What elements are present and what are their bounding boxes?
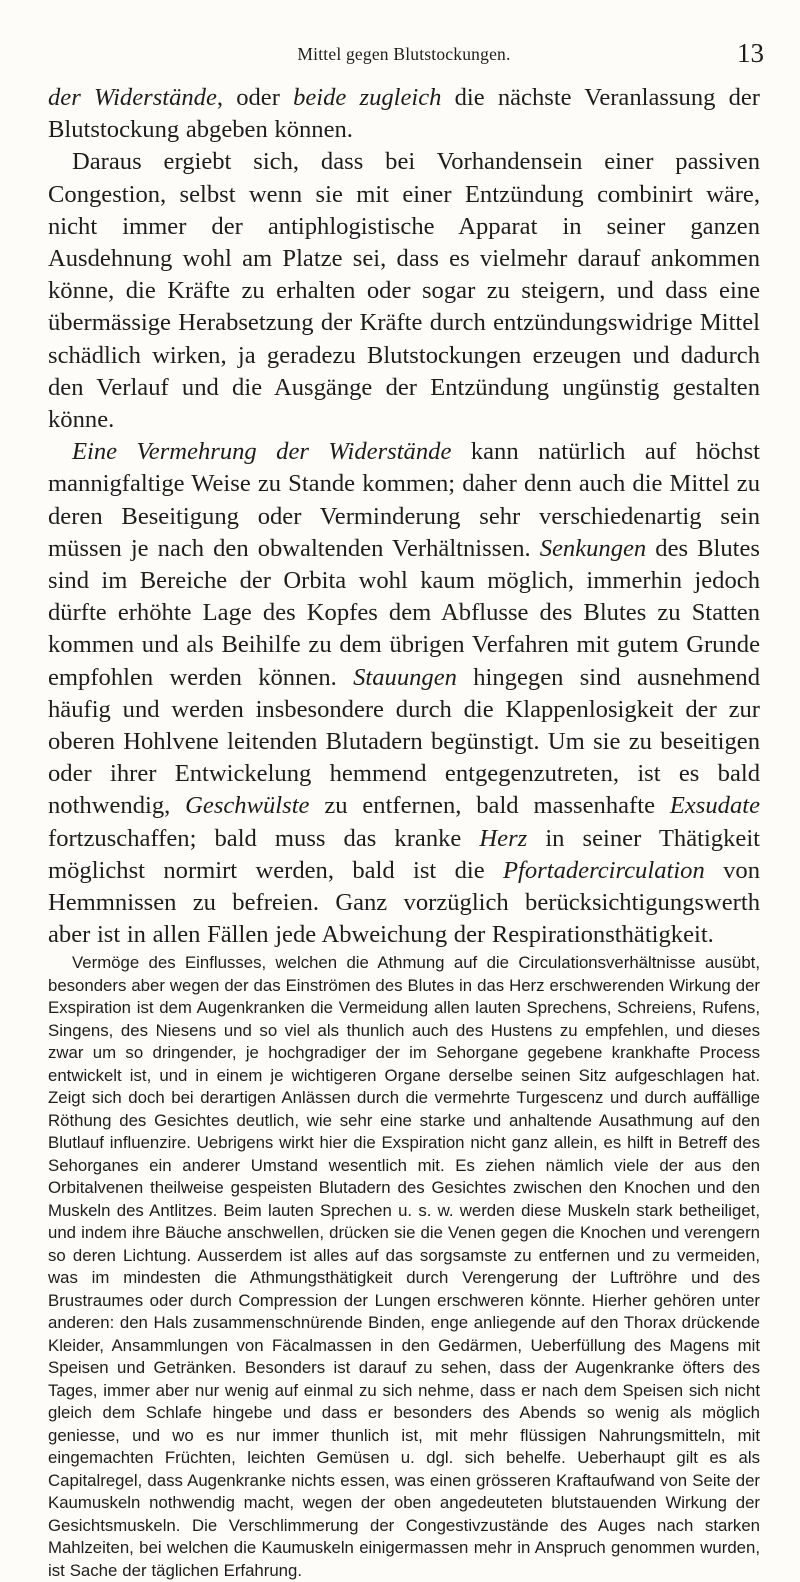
italic-text: beide zugleich: [293, 84, 442, 111]
paragraph: [48, 146, 760, 436]
italic-text: Senkungen: [539, 534, 647, 562]
text-run: des Blutes sind im Bereiche der Orbita wohl kaum möglich, immerhin jedoch dürfte erhöhte Lage des Kopfes dem Abflusse des Blutes zu Statten kommen und als Beihilfe zu dem übrigen Verfahren mit gutem Grunde empfohlen werden können.: [48, 534, 760, 691]
page-header: [48, 38, 764, 70]
small-print-paragraph: Vermöge des Einflusses, welchen die Athmung auf die Circulationsverhältnisse ausübt, besonders aber wegen der das Einströmen des Blutes in das Herz erschwerenden Wirkung der Exspiration ist dem Augenkranken die Vermeidung allen lauten Sprechens, Schreiens, Rufens, Singens, des Niesens und so viel als thunlich auch des Hustens zu empfehlen, und dieses zwar um so dringender, je hochgradiger der im Sehorgane gegebene krankhafte Process entwickelt ist, und in einem je wichtigeren Organe derselbe seinen Sitz aufgeschlagen hat. Zeigt sich doch bei derartigen Anlässen durch die vermehrte Turgescenz und durch auffällige Röthung des Gesichtes deutlich, wie sehr eine starke und anhaltende Ausathmung auf den Blutlauf influenzire. Uebrigens wirkt hier die Exspiration nicht ganz allein, es hilft in Betreff des Sehorganes ein anderer Umstand wesentlich mit. Es ziehen nämlich viele der aus den Orbitalvenen theilweise gespeisten Blutadern des Gesichtes zwischen den Knochen und den Muskeln des Antlitzes. Beim lauten Sprechen u. s. w. werden diese Muskeln stark betheiliget, und indem ihre Bäuche anschwellen, drücken sie die Venen gegen die Knochen und verengern so deren Lichtung. Ausserdem ist alles auf das sorgsamste zu entfernen und zu vermeiden, was im mindesten die Athmungsthätigkeit durch Verengerung der Luftröhre und des Brustraumes oder durch Compression der Lungen erschweren könnte. Hierher gehören unter anderen: den Hals zusammenschnürende Binden, enge anliegende auf den Thorax drückende Kleider, Ansammlungen von Fäcalmassen in den Gedärmen, Ueberfüllung des Magens mit Speisen und Getränken. Besonders ist darauf zu sehen, dass der Augenkranke öfters des Tages, immer aber nur wenig auf einmal zu sich nehme, dass er nach dem Speisen sich nicht gleich dem Schlafe hingebe und dass er besonders des Abends so wenig als möglich geniesse, und wo es nur immer thunlich ist, mit mehr flüssigen Nahrungsmitteln, mit eingemachten Früchten, leichten Gemüsen u. dgl. sich behelfe. Ueberhaupt gilt es als Capitalregel, dass Augenkranke nichts essen, was einen grösseren Kraftaufwand von Seite der Kaumuskeln nothwendig macht, wegen der oben angedeuteten blutstauenden Wirkung der Gesichtsmuskeln. Die Verschlimmerung der Congestivzustände des Auges nach starken Mahlzeiten, bei welchen die Kaumuskeln einigermassen mehr in Anspruch genommen wurden, ist Sache der täglichen Erfahrung.: [48, 953, 760, 1580]
paragraph-continuation: [48, 82, 760, 146]
text-run: Daraus ergiebt sich, dass bei Vorhandensein einer passiven Congestion, selbst wenn sie mit einer Entzündung combinirt wäre, nicht immer der antiphlogistische Apparat in seiner ganzen Ausdehnung wohl am Platze sei, dass es vielmehr darauf ankommen könne, die Kräfte zu erhalten oder sogar zu steigern, und dass eine übermässige Herabsetzung der Kräfte durch entzündungswidrige Mittel schädlich wirken, ja geradezu Blutstockungen erzeugen und dadurch den Verlauf und die Ausgänge der Entzündung ungünstig gestalten könne.: [48, 148, 760, 434]
text-run: hingegen sind ausnehmend häufig und werden insbesondere durch die Klappenlosigkeit der zur oberen Hohlvene leitenden Blutadern begünstigt. Um sie zu beseitigen oder ihrer Entwickelung hemmend entgegenzutreten, ist es bald nothwendig,: [48, 663, 760, 820]
italic-text: Pfortadercirculation: [503, 856, 705, 884]
text-run: fortzuschaffen; bald muss das kranke: [48, 824, 480, 852]
text-run: , oder: [216, 84, 294, 111]
page: [48, 38, 764, 1582]
italic-text: Eine Vermehrung der Widerstände: [72, 438, 452, 466]
body-text: [48, 82, 760, 1582]
page-number: 13: [737, 38, 764, 68]
text-run: in seiner Thätigkeit möglichst normirt werden, bald ist die: [48, 824, 760, 884]
italic-text: Stauungen: [353, 663, 457, 691]
text-run: die nächste Veranlassung der Blutstockung abgeben können.: [48, 84, 760, 144]
text-run: von Hemmnissen zu befreien. Ganz vorzüglich berücksichtigungswerth aber ist in allen Fällen jede Abweichung der Respirationsthätigkeit.: [48, 856, 760, 949]
italic-text: Herz: [479, 824, 528, 852]
text-run: zu entfernen, bald massenhafte: [309, 792, 670, 820]
paragraph: [48, 436, 760, 951]
italic-text: Geschwülste: [185, 792, 310, 820]
italic-text: Exsudate: [669, 792, 761, 820]
running-title: Mittel gegen Blutstockungen.: [297, 44, 511, 64]
italic-text: der Widerstände: [48, 84, 217, 111]
text-run: kann natürlich auf höchst mannigfaltige Weise zu Stande kommen; daher denn auch die Mittel zu deren Beseitigung oder Verminderung sehr verschiedenartig sein müssen je nach den obwaltenden Verhältnissen.: [48, 438, 760, 562]
